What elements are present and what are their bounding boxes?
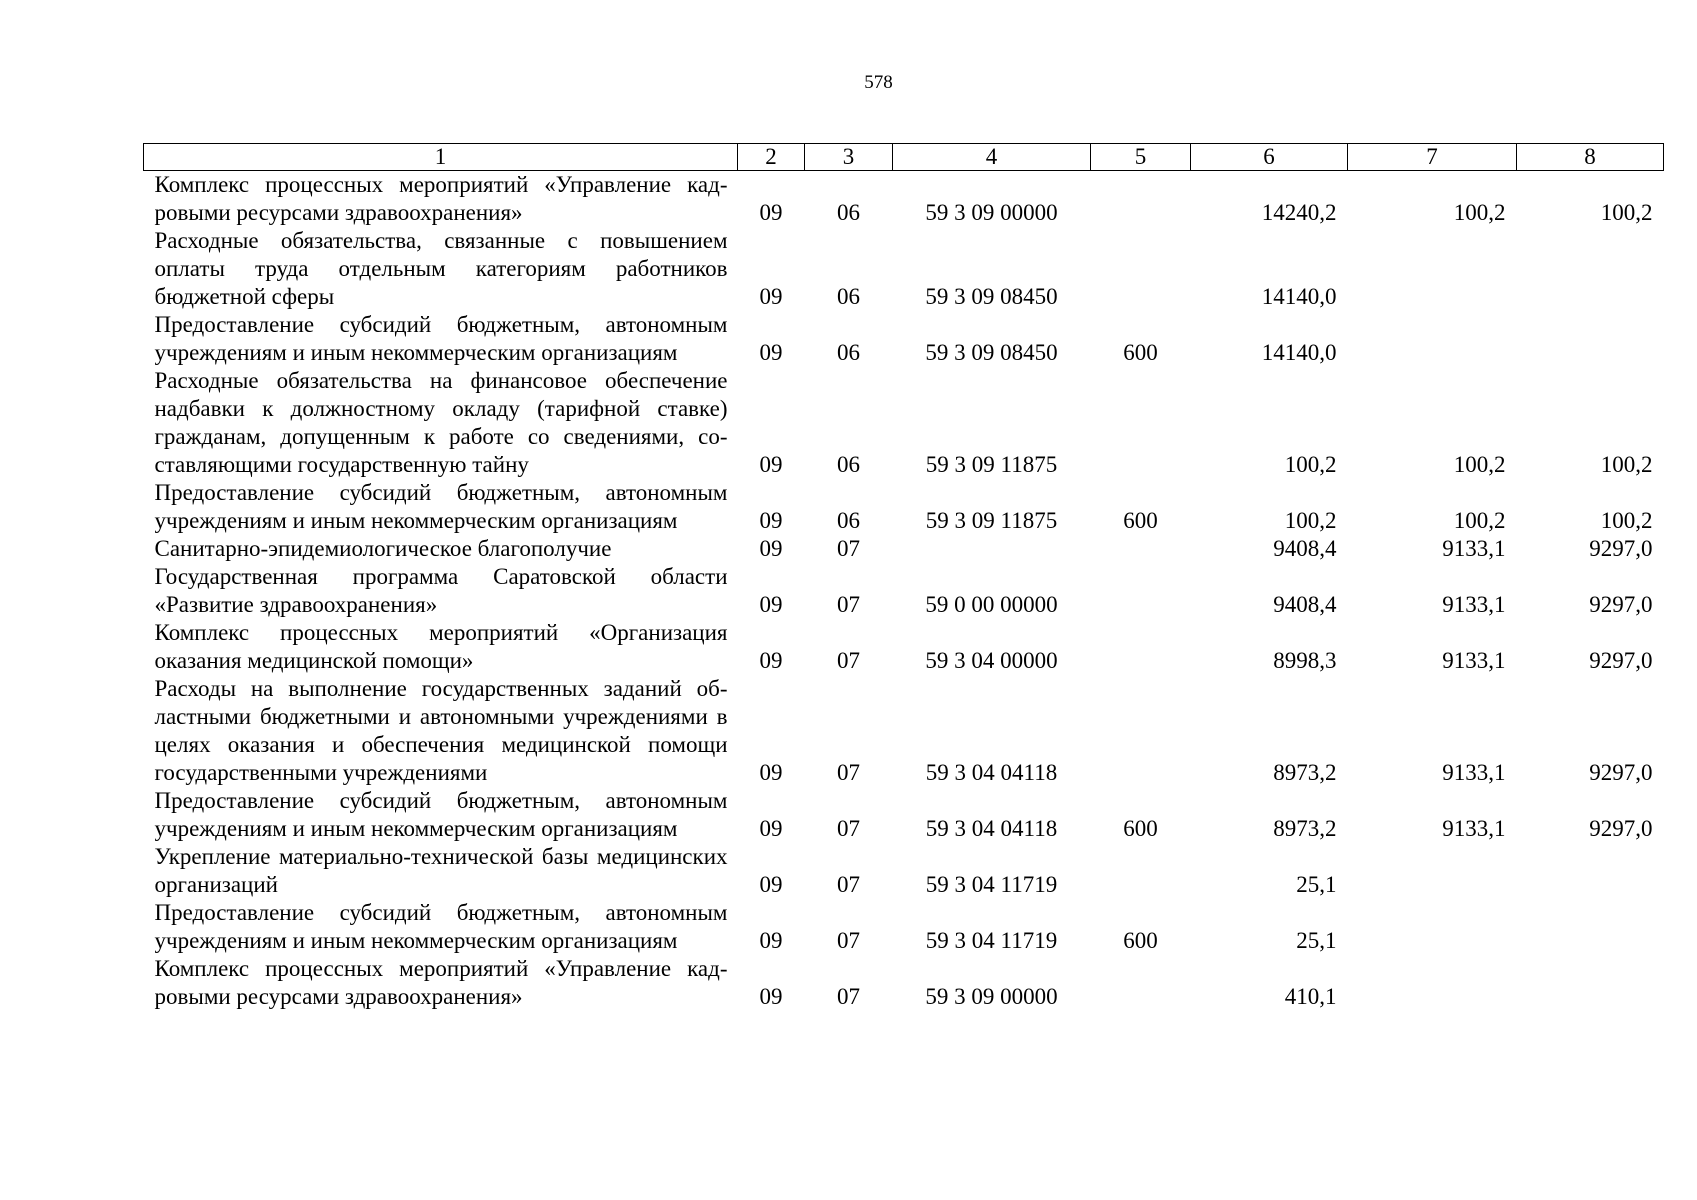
amount-col6-cell: 8973,2 [1273,816,1337,841]
target-article-cell [893,535,1091,563]
section-cell: 09 [759,536,783,561]
amount-col8-cell: 9297,0 [1589,648,1653,673]
amount-col7-cell: 9133,1 [1442,536,1506,561]
amount-col6-cell: 14140,0 [1261,340,1337,365]
amount-col7-cell [1348,311,1517,367]
row-name-cell: Укрепление материально-технической базы медицинских организаций [154,844,728,897]
target-article-cell: 59 3 04 04118 [925,816,1058,841]
amount-col8-cell: 9297,0 [1589,816,1653,841]
amount-col6-cell: 8973,2 [1273,760,1337,785]
subsection-cell: 07 [837,592,860,617]
amount-col8-cell [1517,227,1664,311]
section-cell: 09 [759,816,783,841]
subsection-cell: 06 [837,340,860,365]
expense-type-cell [1091,619,1191,675]
expense-type-cell [1091,563,1191,619]
row-name-cell: Государственная программа Саратовской области «Развитие здравоохранения» [154,564,728,617]
subsection-cell: 07 [837,760,860,785]
amount-col7-cell [1348,899,1517,955]
amount-col7-cell: 100,2 [1453,452,1506,477]
target-article-cell: 59 0 00 00000 [925,592,1058,617]
subsection-cell: 07 [837,872,860,897]
table-row [144,311,1664,367]
subsection-cell: 07 [837,816,860,841]
row-name-cell: Предоставление субсидий бюджетным, автономным учреждениям и иным некоммерческим организациям [154,788,728,841]
amount-col7-cell: 9133,1 [1442,760,1506,785]
subsection-cell: 06 [837,284,860,309]
expense-type-cell [1091,171,1191,228]
row-name-cell: Санитарно-эпидемиологическое благополучие [154,536,612,561]
amount-col8-cell [1517,843,1664,899]
amount-col6-cell: 9408,4 [1273,536,1337,561]
section-cell: 09 [759,928,783,953]
section-cell: 09 [759,592,783,617]
amount-col8-cell: 100,2 [1600,508,1653,533]
amount-col7-cell: 100,2 [1453,508,1506,533]
expense-type-cell [1091,843,1191,899]
amount-col8-cell: 9297,0 [1589,536,1653,561]
page-number: 578 [864,72,893,93]
section-cell: 09 [759,760,783,785]
row-name-cell: Расходы на выполнение государственных заданий областными бюджетными и автономными учреждениями в целях оказания и обеспечения медицинской помощи государственными учреждениями [154,676,728,785]
amount-col8-cell: 100,2 [1600,200,1653,225]
row-name-cell: Расходные обязательства на финансовое обеспечение надбавки к должностному окладу (тарифной ставке) гражданам, допущенным к работе со сведениями, составляющими государственную тайну [154,368,728,477]
subsection-cell: 06 [837,508,860,533]
target-article-cell: 59 3 04 04118 [925,760,1058,785]
column-header-8: 8 [1517,144,1664,171]
table-row [144,227,1664,311]
expense-type-cell [1091,955,1191,1011]
target-article-cell: 59 3 04 11719 [925,928,1058,953]
expense-type-cell [1091,227,1191,311]
amount-col8-cell: 9297,0 [1589,592,1653,617]
target-article-cell: 59 3 09 11875 [925,452,1058,477]
amount-col6-cell: 25,1 [1296,872,1337,897]
column-header-2: 2 [738,144,805,171]
table-row [144,619,1664,675]
target-article-cell: 59 3 09 08450 [925,284,1058,309]
target-article-cell: 59 3 09 11875 [925,508,1058,533]
table-row [144,171,1664,228]
section-cell: 09 [759,452,783,477]
expense-type-cell: 600 [1123,340,1158,365]
amount-col8-cell [1517,955,1664,1011]
section-cell: 09 [759,648,783,673]
section-cell: 09 [759,872,783,897]
budget-table [143,143,1664,1011]
column-header-4: 4 [893,144,1091,171]
section-cell: 09 [759,984,783,1009]
table-row [144,675,1664,787]
section-cell: 09 [759,340,783,365]
table-row [144,563,1664,619]
amount-col7-cell: 9133,1 [1442,592,1506,617]
section-cell: 09 [759,508,783,533]
subsection-cell: 07 [837,536,860,561]
amount-col8-cell [1517,899,1664,955]
column-header-1: 1 [144,144,738,171]
row-name-cell: Предоставление субсидий бюджетным, автономным учреждениям и иным некоммерческим организациям [154,900,728,953]
row-name-cell: Предоставление субсидий бюджетным, автономным учреждениям и иным некоммерческим организациям [154,312,728,365]
target-article-cell: 59 3 04 11719 [925,872,1058,897]
subsection-cell: 06 [837,200,860,225]
expense-type-cell: 600 [1123,508,1158,533]
table-row [144,535,1664,563]
column-header-6: 6 [1191,144,1348,171]
row-name-cell: Комплекс процессных мероприятий «Управление кадровыми ресурсами здравоохранения» [154,956,728,1009]
amount-col8-cell [1517,311,1664,367]
target-article-cell: 59 3 09 00000 [925,200,1058,225]
row-name-cell: Предоставление субсидий бюджетным, автономным учреждениям и иным некоммерческим организациям [154,480,728,533]
table-row [144,899,1664,955]
table-row [144,843,1664,899]
subsection-cell: 06 [837,452,860,477]
target-article-cell: 59 3 09 00000 [925,984,1058,1009]
table-body [144,171,1664,1012]
amount-col6-cell: 25,1 [1296,928,1337,953]
subsection-cell: 07 [837,928,860,953]
target-article-cell: 59 3 04 00000 [925,648,1058,673]
amount-col7-cell: 100,2 [1453,200,1506,225]
section-cell: 09 [759,284,783,309]
amount-col7-cell [1348,227,1517,311]
expense-type-cell [1091,675,1191,787]
subsection-cell: 07 [837,984,860,1009]
amount-col6-cell: 100,2 [1284,452,1337,477]
table-row [144,955,1664,1011]
column-header-7: 7 [1348,144,1517,171]
amount-col7-cell: 9133,1 [1442,816,1506,841]
column-header-5: 5 [1091,144,1191,171]
header-row [144,144,1664,171]
amount-col7-cell [1348,843,1517,899]
row-name-cell: Комплекс процессных мероприятий «Управление кадровыми ресурсами здравоохранения» [154,172,728,225]
amount-col6-cell: 9408,4 [1273,592,1337,617]
amount-col6-cell: 8998,3 [1273,648,1337,673]
amount-col8-cell: 100,2 [1600,452,1653,477]
expense-type-cell: 600 [1123,928,1158,953]
amount-col7-cell [1348,955,1517,1011]
expense-type-cell: 600 [1123,816,1158,841]
row-name-cell: Комплекс процессных мероприятий «Организация оказания медицинской помощи» [154,620,728,673]
expense-type-cell [1091,367,1191,479]
table-row [144,479,1664,535]
column-header-3: 3 [805,144,893,171]
subsection-cell: 07 [837,648,860,673]
amount-col6-cell: 14140,0 [1261,284,1337,309]
amount-col8-cell: 9297,0 [1589,760,1653,785]
amount-col7-cell: 9133,1 [1442,648,1506,673]
table-row [144,367,1664,479]
target-article-cell: 59 3 09 08450 [925,340,1058,365]
row-name-cell: Расходные обязательства, связанные с повышением оплаты труда отдельным категориям работников бюджетной сферы [154,228,728,309]
amount-col6-cell: 14240,2 [1261,200,1337,225]
amount-col6-cell: 410,1 [1284,984,1337,1009]
section-cell: 09 [759,200,783,225]
table-row [144,787,1664,843]
table-header [144,144,1664,171]
amount-col6-cell: 100,2 [1284,508,1337,533]
expense-type-cell [1091,535,1191,563]
